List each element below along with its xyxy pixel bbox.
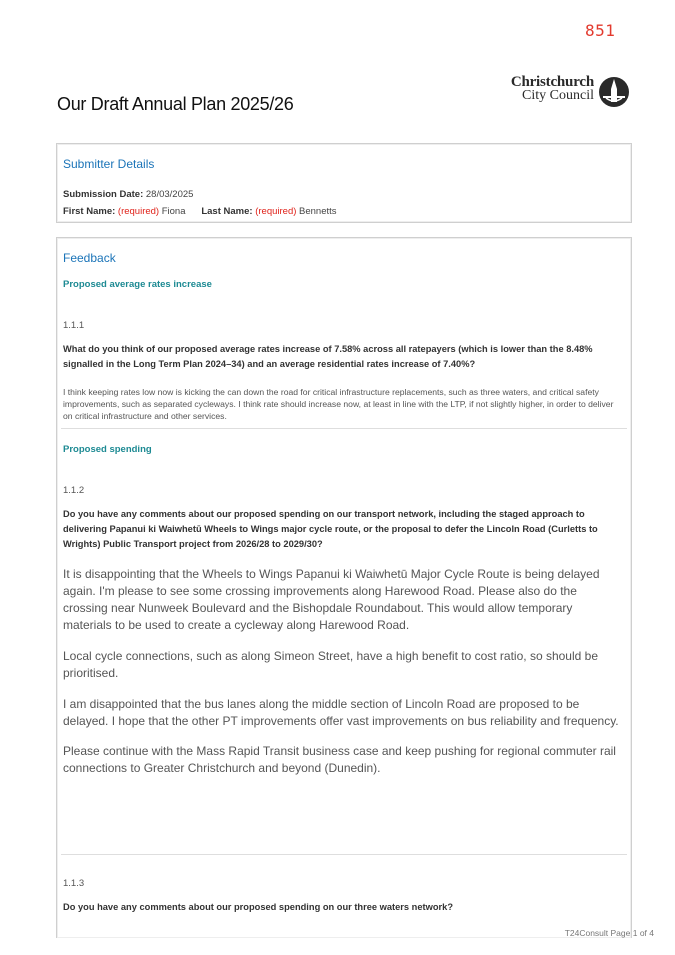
page-footer: T24Consult Page 1 of 4	[564, 928, 654, 938]
document-title: Our Draft Annual Plan 2025/26	[57, 94, 294, 114]
answer-paragraph: I am disappointed that the bus lanes along the middle section of Lincoln Road are proposed to be delayed. I hope that the other PT improvements offer vast improvements on bus reliability and frequency.	[63, 697, 619, 728]
feedback-panel	[56, 237, 632, 938]
first-name-value: Fiona	[161, 206, 186, 217]
answer-paragraph: Please continue with the Mass Rapid Transit business case and keep pushing for regional commuter rail connections to Greater Christchurch and beyond (Dunedin).	[63, 744, 616, 775]
logo-line-2: City Council	[522, 88, 594, 103]
cathedral-icon	[598, 76, 630, 108]
last-name-required: (required)	[255, 206, 297, 217]
answer-paragraph: Local cycle connections, such as along Simeon Street, have a high benefit to cost ratio, so should be prioritised.	[63, 649, 598, 680]
question-text: What do you think of our proposed average rates increase of 7.58% across all ratepayers (which is lower than the 8.48% signalled in the Long Term Plan 2024–34) and an average residential rates increase of 7.40%?	[63, 344, 593, 369]
last-name-value: Bennetts	[299, 206, 337, 217]
feedback-heading: Feedback	[63, 251, 116, 265]
submitter-details-panel	[56, 143, 632, 223]
logo-line-1: Christchurch	[510, 74, 594, 90]
question-number: 1.1.3	[63, 878, 85, 889]
page-number: 851	[585, 21, 616, 40]
subheading-rates-increase: Proposed average rates increase	[63, 279, 212, 290]
christchurch-city-council-logo	[500, 75, 630, 109]
submitter-names	[63, 206, 337, 217]
first-name-label: First Name:	[63, 206, 116, 217]
first-name-required: (required)	[117, 206, 160, 217]
subheading-proposed-spending: Proposed spending	[63, 444, 152, 455]
question-text: Do you have any comments about our proposed spending on our three waters network?	[63, 902, 454, 912]
submission-date-label: Submission Date:	[63, 189, 144, 200]
question-text: Do you have any comments about our proposed spending on our transport network, including the staged approach to delivering Papanui ki Waiwhetū Wheels to Wings major cycle route, or the proposal to defer the Lincoln Road (Curletts to Wrights) Public Transport project from 2026/28 to 2029/30?	[63, 509, 598, 549]
submitter-details-heading: Submitter Details	[63, 157, 155, 171]
answer-text: I think keeping rates low now is kicking the can down the road for critical infrastructure replacements, such as three waters, and critical safety improvements, such as separated cycleways. I think rate should increase now, at least in line with the LTP, if not slightly higher, in order to deliver on critical infrastructure and other services.	[63, 387, 614, 421]
last-name-label: Last Name:	[201, 206, 253, 217]
submission-date-value: 28/03/2025	[145, 189, 194, 200]
question-number: 1.1.1	[63, 320, 85, 331]
submission-date	[63, 189, 193, 200]
divider	[61, 854, 627, 855]
answer-paragraph: It is disappointing that the Wheels to Wings Papanui ki Waiwhetū Major Cycle Route is being delayed again. I'm please to see some crossing improvements along Harewood Road. Please also do the crossing near Nunweek Boulevard and the Bishopdale Roundabout. This would allow temporary materials to be used to create a cycleway along Harewood Road.	[63, 567, 600, 632]
divider	[61, 428, 627, 429]
question-number: 1.1.2	[63, 485, 85, 496]
